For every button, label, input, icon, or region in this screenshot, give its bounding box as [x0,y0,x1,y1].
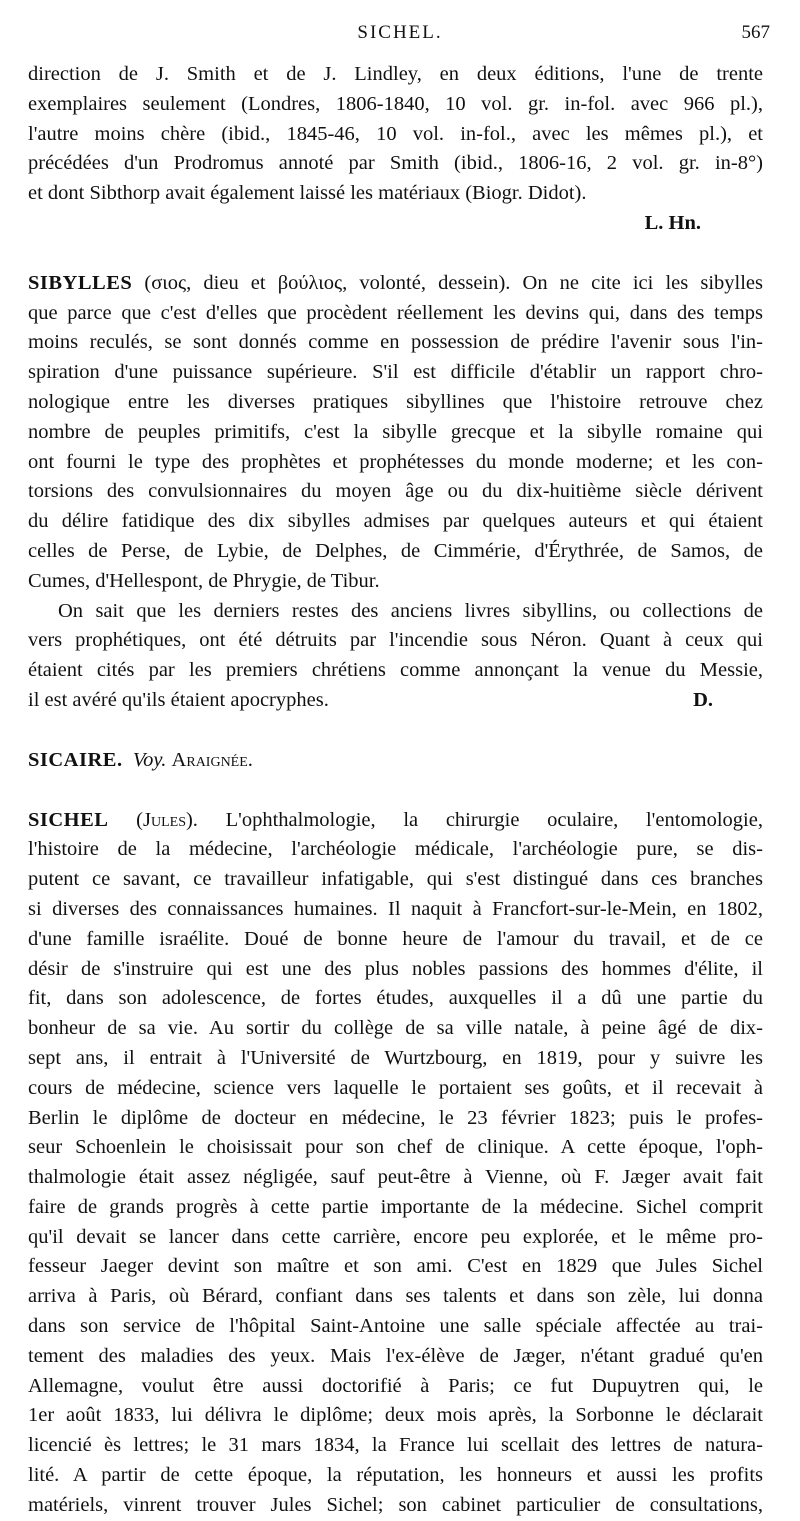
entry-headword: SICAIRE. [28,748,123,771]
text-line: torsions des convulsionnaires du moyen âge ou du dix-huitième siècle dérivent [28,480,763,503]
author-signature: L. Hn. [644,211,701,234]
see-also-label: Voy. [132,748,167,771]
text-line: fit, dans son adolescence, de fortes études, auxquelles il a dû une partie du [28,987,763,1010]
running-head-title: SICHEL. [357,22,443,43]
text-line: l'autre moins chère (ibid., 1845-46, 10 vol. in-fol., avec les mêmes pl.), et [28,122,763,145]
text-line: l'histoire de la médecine, l'archéologie médicale, l'archéologie pure, se dis- [28,838,763,861]
entry-sichel [28,806,763,1521]
text-line: putent ce savant, ce travailleur infatigable, qui s'est distingué dans ces branches [28,868,763,891]
text-line: qu'il devait se lancer dans cette carrière, encore peu explorée, et le même pro- [28,1225,763,1248]
author-signature: D. [693,688,713,711]
text-line: nombre de peuples primitifs, c'est la sibylle grecque et la sibylle romaine qui [28,420,763,443]
cross-reference-link: Araignée. [171,748,253,771]
text-line: et dont Sibthorp avait également laissé les matériaux (Biogr. Didot). [28,182,587,205]
entry-sibylles [28,269,763,716]
text-line [28,269,763,299]
text-line: désir de s'instruire qui est une des plus nobles passions des hommes d'élite, il [28,957,763,980]
text-line: sept ans, il entrait à l'Université de Wurtzbourg, en 1819, pour y suivre les [28,1046,763,1069]
text-line: matériels, vinrent trouver Jules Sichel; son cabinet particulier de consultations, [28,1493,763,1516]
page-body [28,60,763,1521]
running-head [0,22,800,50]
text-line: faire de grands progrès à cette partie importante de la médecine. Sichel comprit [28,1195,763,1218]
entry-headword: SIBYLLES [28,271,133,294]
text-line: étaient cités par les premiers chrétiens comme annonçant la venue du Messie, [28,659,763,682]
entry-headword-suffix: (Jules). [108,808,198,831]
text-line [28,686,763,716]
text-line: spiration d'une puissance supérieure. S'il est difficile d'établir un rapport chro- [28,361,763,384]
entry-continuation [28,60,763,239]
text-line: exemplaires seulement (Londres, 1806-1840, 10 vol. gr. in-fol. avec 966 pl.), [28,92,763,115]
text-fragment: L'ophthalmologie, la chirurgie oculaire, l'entomologie, [197,808,763,831]
text-line: On sait que les derniers restes des anciens livres sibyllins, ou collections de [58,599,763,622]
text-line: celles de Perse, de Lybie, de Delphes, de Cimmérie, d'Érythrée, de Samos, de [28,539,763,562]
text-line: thalmologie était assez négligée, sauf peut-être à Vienne, où F. Jæger avait fait [28,1166,763,1189]
text-line: Allemagne, voulut être aussi doctorifié à Paris; ce fut Dupuytren qui, le [28,1374,763,1397]
text-line: 1er août 1833, lui délivra le diplôme; deux mois après, la Sorbonne le déclarait [28,1404,763,1427]
page-number: 567 [741,22,770,43]
text-line: cours de médecine, science vers laquelle le portaient ses goûts, et il recevait à [28,1076,763,1099]
text-line: dans son service de l'hôpital Saint-Antoine une salle spéciale affectée au trai- [28,1315,763,1338]
text-line: que parce que c'est d'elles que procèdent réellement les devins qui, dans des temps [28,301,763,324]
text-line: seur Schoenlein le choisissait pour son chef de clinique. A cette époque, l'oph- [28,1136,763,1159]
text-line: fesseur Jaeger devint son maître et son ami. C'est en 1829 que Jules Sichel [28,1255,763,1278]
text-line: direction de J. Smith et de J. Lindley, en deux éditions, l'une de trente [28,63,763,85]
text-fragment: il est avéré qu'ils étaient apocryphes. [28,688,329,711]
text-line: lité. A partir de cette époque, la réputation, les honneurs et aussi les profits [28,1464,763,1487]
text-line: tement des maladies des yeux. Mais l'ex-élève de Jæger, n'étant gradué qu'en [28,1344,763,1367]
text-line: d'une famille israélite. Doué de bonne heure de l'amour du travail, et de ce [28,927,763,950]
text-line: arriva à Paris, où Bérard, confiant dans ses talents et dans son zèle, lui donna [28,1285,763,1308]
text-line: si diverses des connaissances humaines. Il naquit à Francfort-sur-le-Mein, en 1802, [28,897,763,920]
text-line [28,806,763,836]
text-line: Berlin le diplôme de docteur en médecine, le 23 février 1823; puis le profes- [28,1106,763,1129]
entry-sicaire [28,746,763,776]
text-line: licencié ès lettres; le 31 mars 1834, la France lui scellait des lettres de natura- [28,1434,763,1457]
text-line: du délire fatidique des dix sibylles admises par quelques auteurs et qui étaient [28,510,763,533]
text-line: vers prophétiques, ont été détruits par l'incendie sous Néron. Quant à ceux qui [28,629,763,652]
entry-headword: SICHEL [28,808,109,831]
text-line: Cumes, d'Hellespont, de Phrygie, de Tibur. [28,569,380,592]
text-line: précédées d'un Prodromus annoté par Smith (ibid., 1806-16, 2 vol. gr. in-8°) [28,152,763,175]
text-line: bonheur de sa vie. Au sortir du collège de sa ville natale, à peine âgé de dix- [28,1017,763,1040]
text-line [28,746,763,776]
text-fragment: (σιος, dieu et βούλιος, volonté, dessein). On ne cite ici les sibylles [132,271,763,294]
text-line: nologique entre les diverses pratiques sibyllines que l'histoire retrouve chez [28,390,763,413]
text-line: ont fourni le type des prophètes et prophétesses du monde moderne; et les con- [28,450,763,473]
text-line: moins reculés, se sont donnés comme en possession de prédire l'avenir sous l'in- [28,331,763,354]
